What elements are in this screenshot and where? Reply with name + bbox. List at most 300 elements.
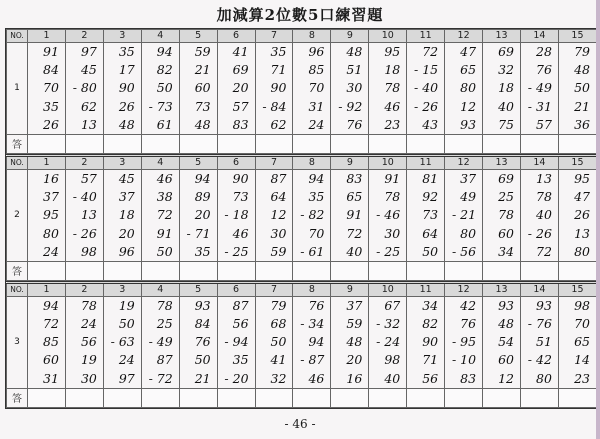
problem-cell [217,169,255,261]
problem-number: 30 [384,225,401,241]
answer-box[interactable] [179,134,217,153]
problem-number: - 42 [527,352,552,368]
problem-number: 72 [156,207,173,223]
answer-box[interactable] [255,388,293,407]
problem-number: 25 [156,316,173,332]
exercise-block-2 [6,154,597,281]
problem-number: 72 [536,243,552,259]
answer-box[interactable] [331,134,369,153]
problem-number: 94 [43,297,59,313]
problem-number: 49 [460,189,477,205]
problem-number: - 82 [300,207,325,223]
answer-box[interactable] [103,134,141,153]
problem-number: - 18 [224,207,249,223]
answer-box[interactable] [103,388,141,407]
problem-number: - 63 [110,334,135,350]
problem-number: 43 [422,116,439,132]
problem-number: 41 [270,352,287,368]
answer-box[interactable] [520,388,558,407]
problem-number: 82 [422,316,439,332]
problem-number: 82 [156,62,173,78]
problem-number: 37 [460,170,477,186]
problem-number: 18 [384,62,401,78]
problem-number: 80 [460,225,477,241]
problem-number: - 32 [376,316,401,332]
problem-number: 14 [574,352,590,368]
column-header: 9 [331,282,369,296]
answer-box[interactable] [445,388,483,407]
problem-number: 76 [536,62,552,78]
answer-box[interactable] [445,261,483,280]
problem-number: 65 [460,62,477,78]
problem-number: 90 [118,80,135,96]
column-header: 4 [141,30,179,43]
column-header: 5 [179,155,217,169]
problem-number: 24 [118,352,135,368]
problem-number: 12 [270,207,287,223]
answer-box[interactable] [255,261,293,280]
answer-box[interactable] [407,388,445,407]
problem-number: 87 [270,170,287,186]
problem-number: - 61 [300,243,325,259]
problem-number: - 26 [414,98,439,114]
problem-number: 16 [346,370,363,386]
column-header: 2 [65,282,103,296]
problem-cell [558,43,596,135]
problem-cell [445,43,483,135]
problem-number: 78 [156,297,173,313]
problem-number: 78 [384,80,401,96]
problem-number: 78 [536,189,552,205]
problem-number: 35 [308,189,325,205]
answer-box[interactable] [217,261,255,280]
column-header: 5 [179,282,217,296]
problem-number: 45 [118,170,135,186]
problem-cell [293,296,331,388]
problem-number: 76 [308,297,325,313]
problem-number: 98 [384,352,401,368]
problem-cell [103,43,141,135]
problem-number: 46 [156,170,173,186]
column-header: 14 [520,155,558,169]
problem-number: 13 [536,170,552,186]
answer-box[interactable] [483,134,521,153]
problem-number: 16 [43,170,59,186]
problem-cell [28,296,66,388]
problem-number: 51 [346,62,363,78]
problem-number: 62 [270,116,287,132]
problem-number: 24 [308,116,325,132]
problem-cell [331,296,369,388]
problem-number: 73 [422,207,439,223]
problem-cell [28,169,66,261]
problem-number: 56 [422,370,439,386]
answer-box[interactable] [483,388,521,407]
problem-cell [331,43,369,135]
problem-number: 26 [574,207,590,223]
answer-box[interactable] [369,134,407,153]
problem-number: 26 [43,116,59,132]
problem-number: - 95 [451,334,477,350]
problem-cell [103,169,141,261]
problem-number: 35 [232,352,249,368]
problem-number: 48 [118,116,135,132]
problem-number: 67 [384,297,401,313]
problem-number: 28 [536,44,552,59]
answer-label: 答 [7,388,28,407]
column-header: 7 [255,155,293,169]
problem-number: 40 [498,98,514,114]
problem-number: - 25 [376,243,401,259]
column-header: 14 [520,282,558,296]
problem-number: 18 [118,207,135,223]
problem-number: - 34 [300,316,325,332]
answer-box[interactable] [369,261,407,280]
problem-number: 37 [118,189,135,205]
problem-number: 92 [422,189,439,205]
problem-number: 84 [43,62,59,78]
answer-box[interactable] [520,134,558,153]
problem-number: 19 [118,297,135,313]
problem-number: 26 [118,98,135,114]
problem-cell [141,43,179,135]
answer-box[interactable] [407,134,445,153]
problem-number: 35 [270,44,287,59]
answer-box[interactable] [28,261,66,280]
column-header: 2 [65,30,103,43]
problem-cell [179,169,217,261]
problem-cell [255,296,293,388]
answer-box[interactable] [65,261,103,280]
problem-cell [483,43,521,135]
problem-number: 71 [270,62,287,78]
problem-number: - 94 [224,334,249,350]
problem-number: 72 [43,316,59,332]
problem-number: 78 [80,297,97,313]
problem-number: 20 [194,207,211,223]
problem-number: 65 [346,189,363,205]
problem-number: 17 [118,62,135,78]
problem-number: - 76 [527,316,552,332]
problem-number: 46 [384,98,401,114]
problem-number: 90 [422,334,439,350]
problem-number: 31 [308,98,325,114]
problem-number: 94 [194,170,211,186]
answer-box[interactable] [369,388,407,407]
problem-number: - 26 [527,225,552,241]
problem-number: 95 [574,170,590,186]
answer-box[interactable] [65,388,103,407]
problem-number: 70 [308,80,325,96]
answer-box[interactable] [141,261,179,280]
problem-number: 94 [156,44,173,59]
problem-number: 64 [422,225,439,241]
problem-cell [217,296,255,388]
problem-cell [445,169,483,261]
problem-number: 42 [460,297,477,313]
problem-number: 35 [118,44,135,59]
problem-number: - 71 [186,225,211,241]
row-number: 2 [7,169,28,261]
column-header: 4 [141,155,179,169]
answer-label: 答 [7,134,28,153]
problem-number: 95 [384,44,401,59]
problem-number: 69 [498,170,514,186]
problem-cell [141,296,179,388]
problem-number: 87 [232,297,249,313]
column-header: 13 [483,282,521,296]
problem-number: 19 [80,352,97,368]
problem-number: 32 [270,370,287,386]
problem-number: 37 [346,297,363,313]
answer-box[interactable] [217,388,255,407]
column-header: 3 [103,282,141,296]
problem-number: - 31 [527,98,552,114]
column-header: 6 [217,30,255,43]
problem-number: 32 [498,62,514,78]
problem-number: 45 [80,62,97,78]
problem-cell [520,169,558,261]
problem-number: 93 [536,297,552,313]
problem-number: 73 [232,189,249,205]
problem-number: 72 [346,225,363,241]
problem-number: 50 [270,334,287,350]
problem-number: 48 [346,44,363,59]
problem-number: 75 [498,116,514,132]
problem-number: 95 [43,207,59,223]
problem-number: 91 [43,44,59,59]
problem-number: 94 [308,334,325,350]
problem-number: 54 [498,334,514,350]
problem-number: 59 [346,316,363,332]
problem-number: 47 [574,189,590,205]
problem-number: 90 [270,80,287,96]
problem-number: 70 [574,316,590,332]
column-header: 6 [217,155,255,169]
row-number: 3 [7,296,28,388]
problem-number: 20 [232,80,249,96]
column-header: 7 [255,30,293,43]
problem-number: 83 [232,116,249,132]
problem-number: 59 [194,44,211,59]
answer-box[interactable] [65,134,103,153]
problem-number: 41 [232,44,249,59]
problem-cell [255,169,293,261]
problem-cell [179,296,217,388]
problem-number: - 72 [148,370,173,386]
problem-number: 13 [80,116,97,132]
column-header: 1 [28,282,66,296]
problem-number: - 49 [148,334,173,350]
column-header: 13 [483,155,521,169]
problem-number: 76 [460,316,477,332]
problem-number: - 56 [451,243,477,259]
problem-number: 79 [574,44,590,59]
problem-number: 25 [498,189,514,205]
column-header: 11 [407,30,445,43]
problem-number: 34 [498,243,514,259]
answer-box[interactable] [331,261,369,280]
problem-number: 80 [460,80,477,96]
problem-number: 57 [536,116,552,132]
column-header: 8 [293,282,331,296]
problem-cell [293,169,331,261]
problem-number: 64 [270,189,287,205]
problem-number: 60 [194,80,211,96]
answer-box[interactable] [558,134,596,153]
answer-box[interactable] [141,388,179,407]
problem-cell [520,43,558,135]
problem-number: 72 [422,44,439,59]
problem-cell [293,43,331,135]
column-header: 12 [445,155,483,169]
problem-number: 57 [232,98,249,114]
problem-cell [255,43,293,135]
problem-number: - 84 [262,98,287,114]
problem-cell [65,169,103,261]
problem-number: - 20 [224,370,249,386]
problem-number: 70 [308,225,325,241]
problem-number: 61 [156,116,173,132]
problem-number: 94 [308,170,325,186]
page-title: 加減算2位數5口練習題 [216,6,384,24]
problem-number: 97 [80,44,97,59]
problem-number: 60 [43,352,59,368]
answer-box[interactable] [28,134,66,153]
column-header: 15 [558,30,596,43]
answer-box[interactable] [445,134,483,153]
answer-box[interactable] [179,388,217,407]
column-header: 8 [293,155,331,169]
problem-number: 60 [498,352,514,368]
column-header: 8 [293,30,331,43]
problem-cell [483,296,521,388]
problem-number: 83 [346,170,363,186]
problem-number: 98 [574,297,590,313]
problem-number: 24 [43,243,59,259]
problem-number: - 73 [148,98,173,114]
problem-number: 79 [270,297,287,313]
answer-box[interactable] [331,388,369,407]
column-header: 13 [483,30,521,43]
problem-number: 57 [80,170,97,186]
problem-number: 13 [574,225,590,241]
column-header: 5 [179,30,217,43]
row-number: 1 [7,43,28,135]
problem-number: - 21 [451,207,477,223]
column-header: 10 [369,155,407,169]
answer-box[interactable] [141,134,179,153]
problem-cell [558,169,596,261]
problem-cell [483,169,521,261]
problem-number: 60 [498,225,514,241]
problem-number: 56 [232,316,249,332]
problem-number: 48 [194,116,211,132]
problem-number: 91 [384,170,401,186]
problem-number: 50 [574,80,590,96]
answer-box[interactable] [28,388,66,407]
answer-box[interactable] [407,261,445,280]
problem-number: 21 [194,370,211,386]
problem-number: 34 [422,297,439,313]
problem-number: 76 [194,334,211,350]
problem-number: 65 [574,334,590,350]
problem-number: 13 [80,207,97,223]
problem-number: 50 [118,316,135,332]
problem-number: 85 [308,62,325,78]
problem-number: 56 [80,334,97,350]
column-header: 3 [103,30,141,43]
problem-number: - 26 [72,225,97,241]
answer-box[interactable] [558,261,596,280]
problem-number: 12 [498,370,514,386]
no-header: NO. [7,30,28,43]
problem-cell [65,43,103,135]
problem-cell [520,296,558,388]
problem-number: - 46 [376,207,401,223]
answer-box[interactable] [179,261,217,280]
answer-box[interactable] [520,261,558,280]
answer-label: 答 [7,261,28,280]
problem-number: 90 [232,170,249,186]
problem-number: 20 [118,225,135,241]
problem-number: 46 [232,225,249,241]
problem-number: 76 [346,116,363,132]
problem-number: 20 [346,352,363,368]
problem-number: 21 [574,98,590,114]
column-header: 6 [217,282,255,296]
answer-box[interactable] [217,134,255,153]
column-header: 12 [445,30,483,43]
problem-number: - 24 [376,334,401,350]
answer-box[interactable] [293,388,331,407]
problem-number: 98 [80,243,97,259]
problem-number: 37 [43,189,59,205]
problem-number: 84 [194,316,211,332]
column-header: 12 [445,282,483,296]
problem-cell [445,296,483,388]
problem-number: 51 [536,334,552,350]
problem-cell [141,169,179,261]
page-edge-strip [596,0,600,439]
problem-number: 23 [574,370,590,386]
answer-box[interactable] [293,134,331,153]
problem-cell [407,43,445,135]
column-header: 1 [28,30,66,43]
problem-number: 40 [346,243,363,259]
problem-number: - 80 [72,80,97,96]
answer-box[interactable] [103,261,141,280]
problem-cell [103,296,141,388]
problem-number: 35 [194,243,211,259]
problem-number: 80 [43,225,59,241]
problem-number: 96 [308,44,325,59]
problem-cell [407,169,445,261]
problem-number: 47 [460,44,477,59]
column-header: 7 [255,282,293,296]
answer-box[interactable] [255,134,293,153]
problem-number: 93 [194,297,211,313]
answer-box[interactable] [558,388,596,407]
answer-box[interactable] [293,261,331,280]
problem-number: 69 [232,62,249,78]
column-header: 11 [407,282,445,296]
answer-box[interactable] [483,261,521,280]
problem-number: - 40 [414,80,439,96]
problem-number: 97 [118,370,135,386]
problem-cell [179,43,217,135]
column-header: 15 [558,155,596,169]
